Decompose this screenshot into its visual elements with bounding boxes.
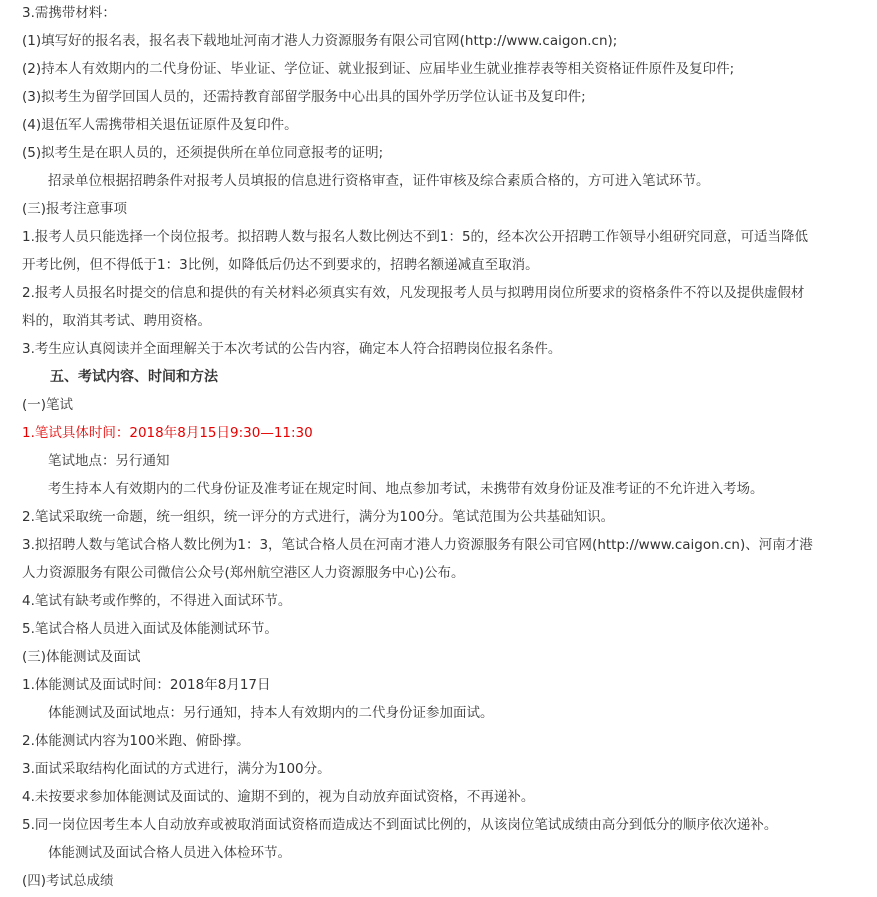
text-line: 3.面试采取结构化面试的方式进行，满分为100分。 (22, 761, 331, 777)
text-line: (3)拟考生为留学回国人员的，还需持教育部留学服务中心出具的国外学历学位认证书及复印件; (22, 89, 586, 105)
text-line: 1.体能测试及面试时间：2018年8月17日 (22, 677, 271, 693)
section-subheading: (一)笔试 (22, 397, 74, 413)
text-line: 人力资源服务有限公司微信公众号(郑州航空港区人力资源服务中心)公布。 (22, 565, 465, 581)
text-line: 3.需携带材料： (22, 5, 116, 21)
text-line: 体能测试及面试合格人员进入体检环节。 (48, 845, 291, 861)
text-line: 4.笔试有缺考或作弊的，不得进入面试环节。 (22, 593, 292, 609)
text-line: 招录单位根据招聘条件对报考人员填报的信息进行资格审查，证件审核及综合素质合格的，方可进入笔试环节。 (48, 173, 710, 189)
text-line: 3.拟招聘人数与笔试合格人数比例为1：3，笔试合格人员在河南才港人力资源服务有限公司官网(http://www.caigon.cn)、河南才港 (22, 537, 813, 553)
text-line: 2.报考人员报名时提交的信息和提供的有关材料必须真实有效，凡发现报考人员与拟聘用岗位所要求的资格条件不符以及提供虚假材 (22, 285, 805, 301)
text-line: 4.未按要求参加体能测试及面试的、逾期不到的，视为自动放弃面试资格，不再递补。 (22, 789, 535, 805)
text-line: (2)持本人有效期内的二代身份证、毕业证、学位证、就业报到证、应届毕业生就业推荐表等相关资格证件原件及复印件; (22, 61, 735, 77)
text-line: 3.考生应认真阅读并全面理解关于本次考试的公告内容，确定本人符合招聘岗位报名条件。 (22, 341, 562, 357)
text-line: 1.报考人员只能选择一个岗位报考。拟招聘人数与报名人数比例达不到1：5的，经本次公开招聘工作领导小组研究同意，可适当降低 (22, 229, 809, 245)
section-heading: 五、考试内容、时间和方法 (50, 369, 218, 385)
text-line: (1)填写好的报名表，报名表下载地址河南才港人力资源服务有限公司官网(http://www.caigon.cn); (22, 33, 618, 49)
text-line: 笔试地点：另行通知 (48, 453, 170, 469)
text-line: 2.笔试采取统一命题，统一组织，统一评分的方式进行，满分为100分。笔试范围为公共基础知识。 (22, 509, 615, 525)
section-subheading: (三)报考注意事项 (22, 201, 128, 217)
text-line: 5.同一岗位因考生本人自动放弃或被取消面试资格而造成达不到面试比例的，从该岗位笔试成绩由高分到低分的顺序依次递补。 (22, 817, 778, 833)
text-line: 5.笔试合格人员进入面试及体能测试环节。 (22, 621, 278, 637)
text-line: 2.体能测试内容为100米跑、俯卧撑。 (22, 733, 250, 749)
section-subheading: (四)考试总成绩 (22, 873, 114, 889)
text-line: 体能测试及面试地点：另行通知，持本人有效期内的二代身份证参加面试。 (48, 705, 494, 721)
exam-time-highlight: 1.笔试具体时间：2018年8月15日9:30—11:30 (22, 425, 313, 441)
section-subheading: (三)体能测试及面试 (22, 649, 141, 665)
text-line: (5)拟考生是在职人员的，还须提供所在单位同意报考的证明; (22, 145, 384, 161)
text-line: 开考比例，但不得低于1：3比例，如降低后仍达不到要求的，招聘名额递减直至取消。 (22, 257, 539, 273)
text-line: (4)退伍军人需携带相关退伍证原件及复印件。 (22, 117, 298, 133)
text-line: 料的，取消其考试、聘用资格。 (22, 313, 211, 329)
text-line: 考生持本人有效期内的二代身份证及准考证在规定时间、地点参加考试，未携带有效身份证及准考证的不允许进入考场。 (48, 481, 764, 497)
